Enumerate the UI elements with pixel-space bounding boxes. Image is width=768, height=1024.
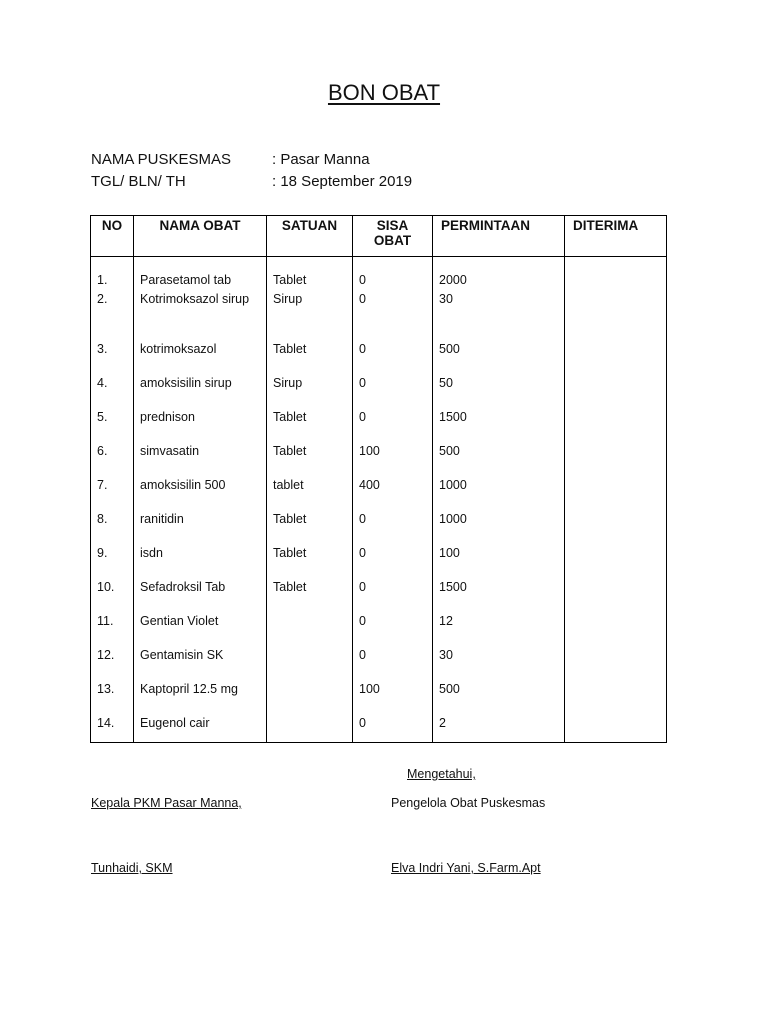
cell-nama: Gentamisin SK [134,646,267,680]
cell-no: 6. [91,442,134,476]
left-signatory-role: Kepala PKM Pasar Manna, [91,796,242,810]
cell-nama: amoksisilin 500 [134,476,267,510]
cell-diterima [565,510,667,544]
table-header-row [91,216,667,257]
cell-permintaan: 1000 [433,476,565,510]
cell-nama: prednison [134,408,267,442]
cell-permintaan: 30 [433,290,565,340]
table-row [91,290,667,340]
cell-permintaan: 1000 [433,510,565,544]
cell-sisa: 0 [353,612,433,646]
cell-no: 4. [91,374,134,408]
table-row [91,510,667,544]
cell-satuan: Tablet [267,544,353,578]
cell-diterima [565,646,667,680]
puskesmas-value: : Pasar Manna [272,151,370,168]
cell-permintaan: 1500 [433,578,565,612]
cell-no: 14. [91,714,134,743]
cell-nama: Parasetamol tab [134,257,267,291]
date-line [91,173,412,190]
cell-nama: Kotrimoksazol sirup [134,290,267,340]
cell-permintaan: 12 [433,612,565,646]
cell-sisa: 400 [353,476,433,510]
cell-no: 2. [91,290,134,340]
cell-no: 12. [91,646,134,680]
date-value: : 18 September 2019 [272,173,413,190]
cell-no: 1. [91,257,134,291]
cell-diterima [565,290,667,340]
cell-sisa: 0 [353,257,433,291]
cell-permintaan: 500 [433,442,565,476]
cell-satuan: Tablet [267,340,353,374]
document-title: BON OBAT [327,80,441,105]
cell-satuan [267,646,353,680]
table-row [91,544,667,578]
cell-nama: amoksisilin sirup [134,374,267,408]
cell-no: 3. [91,340,134,374]
cell-permintaan: 30 [433,646,565,680]
cell-permintaan: 500 [433,680,565,714]
cell-permintaan: 2000 [433,257,565,291]
table-row [91,476,667,510]
header-diterima: DITERIMA [565,216,667,257]
cell-permintaan: 500 [433,340,565,374]
cell-diterima [565,544,667,578]
cell-permintaan: 100 [433,544,565,578]
cell-sisa: 0 [353,646,433,680]
cell-sisa: 0 [353,578,433,612]
cell-nama: Sefadroksil Tab [134,578,267,612]
header-sisa-obat: SISA OBAT [353,216,433,257]
cell-no: 5. [91,408,134,442]
cell-nama: isdn [134,544,267,578]
cell-diterima [565,612,667,646]
header-permintaan: PERMINTAAN [433,216,565,257]
date-label: TGL/ BLN/ TH [91,173,186,190]
cell-nama: Kaptopril 12.5 mg [134,680,267,714]
table-row [91,340,667,374]
cell-diterima [565,340,667,374]
right-signatory-role: Pengelola Obat Puskesmas [391,796,546,810]
cell-nama: ranitidin [134,510,267,544]
table-row [91,442,667,476]
cell-diterima [565,476,667,510]
cell-sisa: 0 [353,290,433,340]
cell-satuan [267,714,353,743]
cell-no: 11. [91,612,134,646]
cell-satuan: Sirup [267,290,353,340]
table-row [91,646,667,680]
cell-diterima [565,257,667,291]
cell-sisa: 0 [353,510,433,544]
right-signatory-name: Elva Indri Yani, S.Farm.Apt [391,861,541,875]
table-row [91,714,667,743]
puskesmas-label: NAMA PUSKESMAS [91,151,232,168]
puskesmas-line [91,151,370,168]
cell-sisa: 0 [353,340,433,374]
cell-no: 13. [91,680,134,714]
cell-permintaan: 1500 [433,408,565,442]
cell-satuan: Tablet [267,257,353,291]
table-row [91,257,667,291]
cell-sisa: 100 [353,680,433,714]
cell-permintaan: 50 [433,374,565,408]
cell-no: 8. [91,510,134,544]
table-row [91,374,667,408]
cell-nama: Eugenol cair [134,714,267,743]
mengetahui-label: Mengetahui, [407,767,476,781]
table-row [91,612,667,646]
cell-satuan: Tablet [267,510,353,544]
cell-satuan: tablet [267,476,353,510]
cell-sisa: 0 [353,544,433,578]
cell-diterima [565,578,667,612]
cell-diterima [565,442,667,476]
table-row [91,408,667,442]
medicine-table [90,215,667,743]
cell-sisa: 0 [353,714,433,743]
cell-diterima [565,714,667,743]
cell-diterima [565,374,667,408]
cell-satuan [267,612,353,646]
cell-nama: Gentian Violet [134,612,267,646]
cell-sisa: 0 [353,408,433,442]
cell-nama: simvasatin [134,442,267,476]
cell-sisa: 0 [353,374,433,408]
cell-diterima [565,408,667,442]
cell-satuan [267,680,353,714]
cell-nama: kotrimoksazol [134,340,267,374]
cell-no: 9. [91,544,134,578]
cell-satuan: Sirup [267,374,353,408]
cell-satuan: Tablet [267,408,353,442]
cell-satuan: Tablet [267,442,353,476]
cell-no: 7. [91,476,134,510]
cell-diterima [565,680,667,714]
table-row [91,578,667,612]
left-signatory-name: Tunhaidi, SKM [91,861,173,875]
header-satuan: SATUAN [267,216,353,257]
header-nama-obat: NAMA OBAT [134,216,267,257]
cell-satuan: Tablet [267,578,353,612]
header-no: NO [91,216,134,257]
cell-permintaan: 2 [433,714,565,743]
table-row [91,680,667,714]
cell-no: 10. [91,578,134,612]
cell-sisa: 100 [353,442,433,476]
